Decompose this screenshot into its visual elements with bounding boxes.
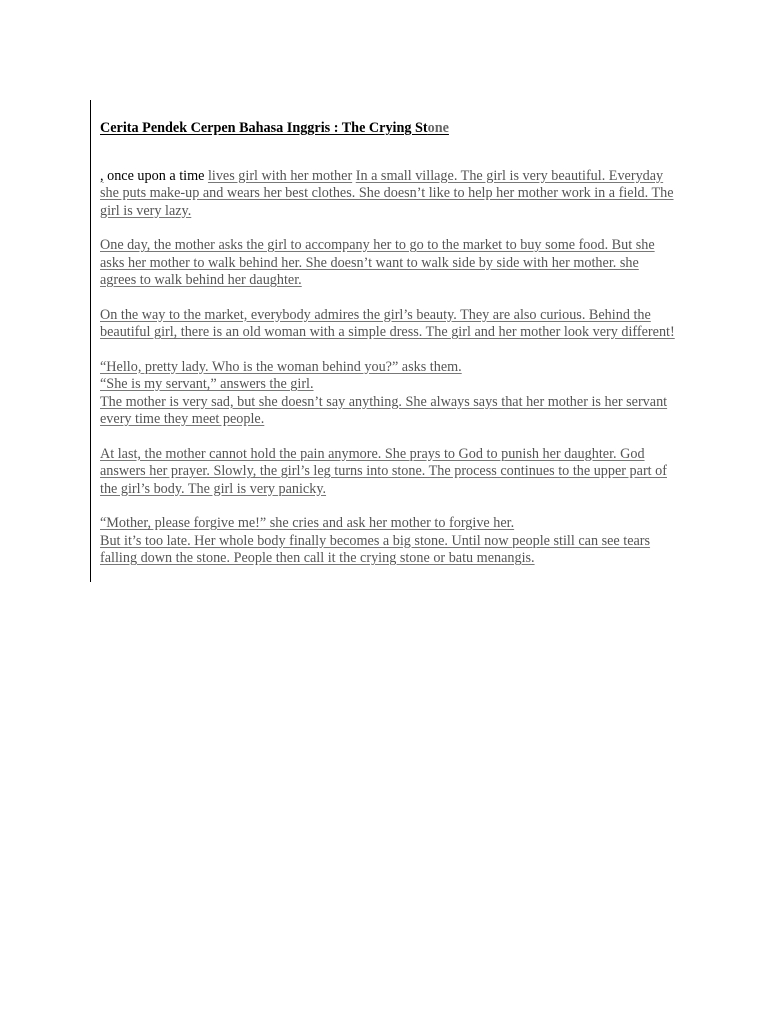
paragraph-4-line-1: “Hello, pretty lady. Who is the woman behind you?” asks them.	[100, 358, 462, 375]
document-body	[100, 120, 675, 585]
paragraph-4-line-3: The mother is very sad, but she doesn’t say anything. She always says that her mother is her servant every time they meet people.	[100, 393, 668, 427]
paragraph-4	[100, 359, 675, 429]
document-title	[100, 120, 675, 138]
paragraph-1-segment-a: lives girl with her mother	[207, 167, 353, 184]
paragraph-6-line-1: “Mother, please forgive me!” she cries and ask her mother to forgive her.	[100, 515, 515, 531]
paragraph-5-text: At last, the mother cannot hold the pain anymore. She prays to God to punish her daughter. God answers her prayer. Slowly, the girl’s leg turns into stone. The process continues to the upper part of the girl’s body. The girl is very panicky.	[100, 445, 667, 497]
paragraph-2	[100, 237, 675, 290]
paragraph-3-text: On the way to the market, everybody admires the girl’s beauty. They are also curious. Behind the beautiful girl, there is an old woman with a simple dress. The girl and her mother look very different!	[100, 306, 675, 340]
paragraph-4-line-2: “She is my servant,” answers the girl.	[100, 376, 314, 392]
paragraph-3	[100, 307, 675, 342]
paragraph-6	[100, 515, 675, 568]
paragraph-6-line-2: But it’s too late. Her whole body finally becomes a big stone. Until now people still can see tears falling down the stone. People then call it the crying stone or batu menangis.	[100, 532, 651, 566]
left-margin-line	[90, 100, 91, 582]
title-main: Cerita Pendek Cerpen Bahasa Inggris : The Crying St	[100, 120, 428, 136]
paragraph-1	[100, 168, 675, 221]
paragraph-1-lead: once upon a time	[103, 167, 208, 184]
paragraph-5	[100, 446, 675, 499]
paragraph-1-comma: ,	[100, 167, 104, 184]
paragraph-2-text: One day, the mother asks the girl to accompany her to go to the market to buy some food. But she asks her mother to walk behind her. She doesn’t want to walk side by side with her mother. she agrees to walk behind her daughter.	[100, 237, 655, 288]
paragraph-1-segment-b: In a small village. The girl is very beautiful. Everyday she puts make-up and wears her best clothes. She doesn’t like to help her mother work in a field. The girl is very lazy.	[100, 167, 674, 219]
title-tail: one	[427, 120, 449, 136]
